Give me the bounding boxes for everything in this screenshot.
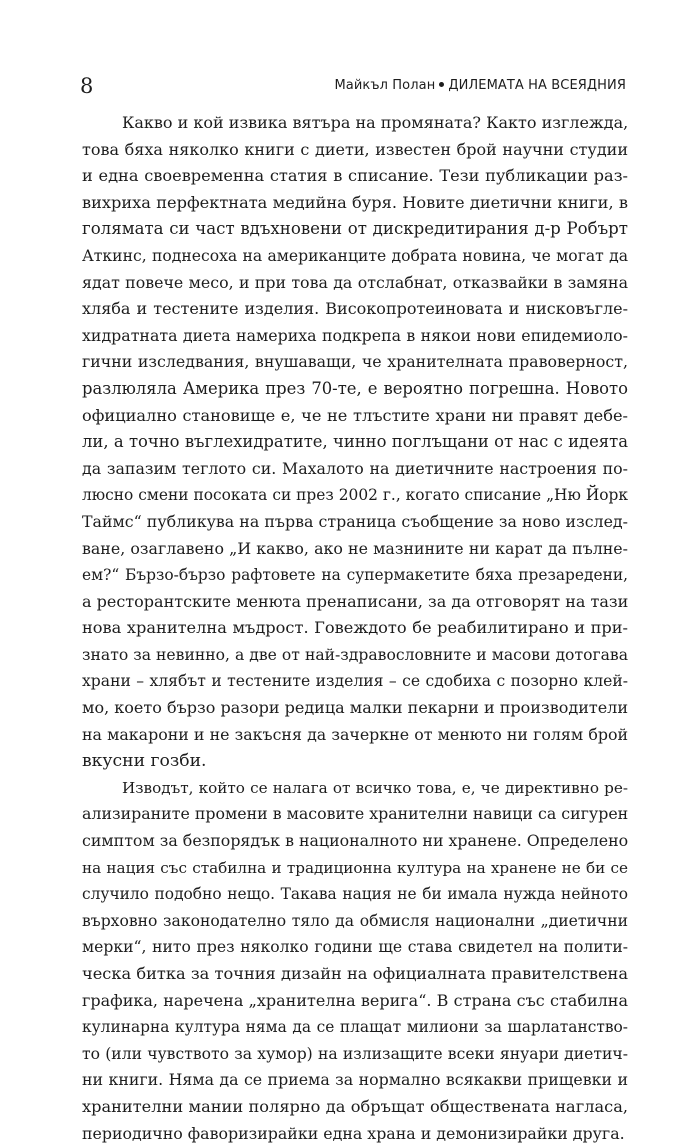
text-line: Какво и кой извика вятъра на промяната? Както изглежда,	[122, 113, 629, 132]
text-line: хранителни мании полярно да обръщат обществената нагласа,	[82, 1096, 628, 1116]
text-line: голямата си част вдъхновени от дискредитирания д-р Робърт	[82, 219, 628, 239]
text-line: храни – хлябът и тестените изделия – се сдобиха с позорно клей-	[82, 672, 628, 691]
text-line: хляба и тестените изделия. Високопротеиновата и нисковъглe-	[82, 299, 628, 319]
text-line: Изводът, който се налага от всичко това, е, че директивно ре-	[122, 778, 628, 797]
paragraph	[82, 110, 628, 775]
text-line: графика, наречена „хранителна верига“. В страна със стабилна	[82, 990, 628, 1010]
text-line: мо, което бързо разори редица малки пекарни и производители	[82, 698, 628, 718]
bullet-separator	[439, 82, 444, 87]
text-line: хидратната диета намериха подкрепа в някои нови епидемиоло-	[82, 325, 628, 345]
text-line: кулинарна култура няма да се плащат милиони за шарлатанство-	[82, 1018, 628, 1037]
text-line: периодично фаворизирайки една храна и демонизирайки друга.	[82, 1123, 625, 1143]
text-line: вкусни гозби.	[82, 751, 207, 772]
text-line: ли, а точно въглехидратите, чинно поглъщани от нас с идеята	[82, 432, 628, 452]
text-line: нова хранителна мъдрост. Говеждото бе реабилитирано и при-	[82, 618, 628, 638]
text-line: Аткинс, поднесоха на американците добрата новина, че могат да	[82, 246, 628, 265]
text-line: на нация със стабилна и традиционна култура на хранене не би се	[82, 858, 628, 877]
text-line: ческа битка за точния дизайн на официалната правителствена	[82, 964, 628, 983]
text-line: официално становище е, че не тлъстите храни ни правят дебе-	[82, 405, 628, 425]
text-line: и една своевременна статия в списание. Тези публикации раз-	[82, 166, 628, 186]
text-line: да запазим теглото си. Махалото на диетичните настроения по-	[82, 458, 628, 478]
text-line: ядат повече месо, и при това да отслабнат, отказвайки в замяна	[82, 272, 628, 292]
text-line: случило подобно нещо. Такава нация не би имала нужда нейното	[82, 885, 628, 904]
text-line: вихриха перфектната медийна буря. Новите диетични книги, в	[82, 192, 628, 212]
text-line: знато за невинно, а две от най-здравословните и масови дотогава	[82, 645, 628, 664]
body-text	[82, 110, 628, 1147]
text-line: ализираните промени в масовите хранителни навици са сигурен	[82, 804, 629, 824]
author-name: Майкъл Полан	[334, 78, 436, 93]
text-line: на макарони и не закъсня да зачеркне от менюто ни голям брой	[82, 724, 628, 744]
text-line: ем?“ Бързо-бързо рафтовете на супермакетите бяха презаредени,	[82, 566, 628, 585]
text-line: върховно законодателно тяло да обмисля национални „диетични	[82, 911, 628, 930]
text-line: а ресторантските менюта пренаписани, за да отговорят на тази	[82, 591, 629, 611]
text-line: мерки“, нито през няколко години ще става свидетел на полити-	[82, 938, 628, 957]
text-line: люсно смени посоката си през 2002 г., когато списание „Ню Йорк	[82, 486, 628, 505]
text-line: Таймс“ публикува на първа страница съобщение за ново изслед-	[82, 511, 628, 531]
text-line: то (или чувството за хумор) на излизащите всеки януари диетич-	[82, 1044, 628, 1063]
text-line: ване, озаглавено „И какво, ако не мазнините ни карат да пълне-	[82, 538, 628, 558]
text-line: гични изследвания, внушаващи, че хранителната правоверност,	[82, 352, 628, 372]
paragraph	[82, 775, 628, 1147]
text-line: ни книги. Няма да се приема за нормално всякакви прищевки и	[82, 1070, 628, 1090]
text-line: симптом за безпорядък в националното ни хранене. Определено	[82, 831, 629, 851]
text-line: това бяха няколко книги с диети, известен брой научни студии	[82, 139, 628, 159]
running-head	[80, 72, 626, 100]
book-title: ДИЛЕМАТА НА ВСЕЯДНИЯ	[448, 78, 626, 93]
text-line: разлюляла Америка през 70-те, е вероятно погрешна. Новото	[82, 378, 628, 398]
running-title	[334, 76, 626, 96]
page-number: 8	[80, 74, 94, 98]
